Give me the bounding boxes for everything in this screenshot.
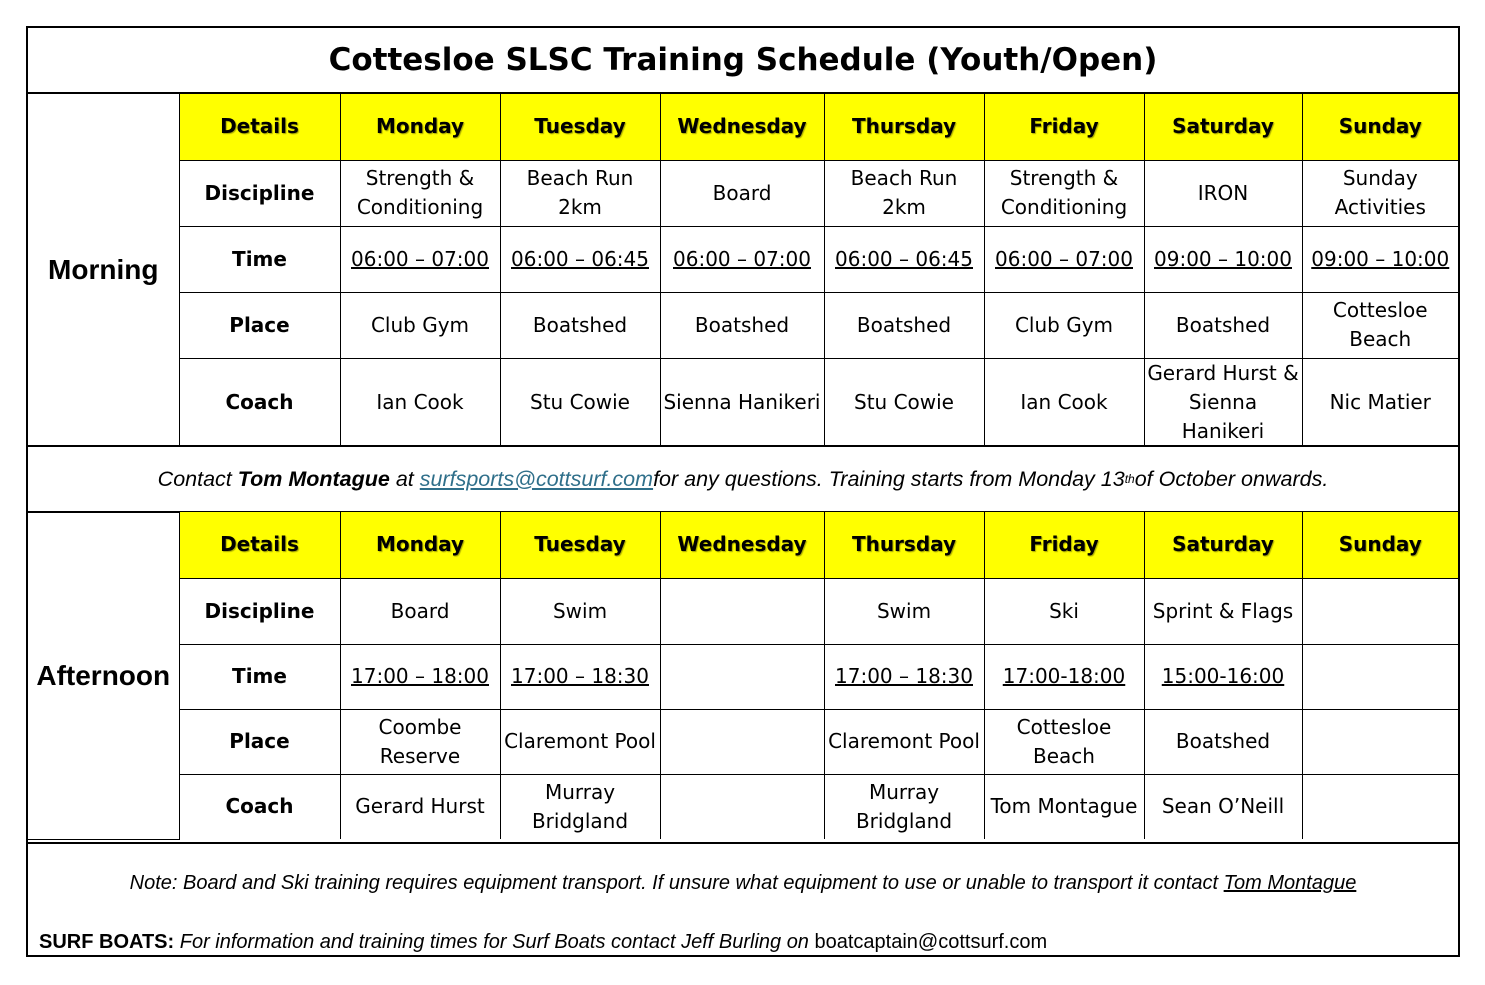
table-cell: Murray Bridgland <box>824 774 984 839</box>
table-cell: Cottesloe Beach <box>1302 292 1458 358</box>
table-row <box>28 644 1458 709</box>
table-cell: Cottesloe Beach <box>984 709 1144 774</box>
table-row <box>28 358 1458 446</box>
table-cell: Stu Cowie <box>824 358 984 446</box>
table-cell: 06:00 – 07:00 <box>660 226 824 292</box>
table-cell: Swim <box>500 578 660 644</box>
table-cell: Beach Run 2km <box>824 160 984 226</box>
table-cell: Strength & Conditioning <box>984 160 1144 226</box>
column-header: Monday <box>340 512 500 578</box>
row-label: Time <box>179 644 340 709</box>
footer-notes <box>28 842 1458 957</box>
table-cell: Tom Montague <box>984 774 1144 839</box>
table-cell: Club Gym <box>340 292 500 358</box>
table-cell: Coombe Reserve <box>340 709 500 774</box>
table-cell: Claremont Pool <box>824 709 984 774</box>
table-cell: Beach Run 2km <box>500 160 660 226</box>
row-label: Time <box>179 226 340 292</box>
table-cell: Boatshed <box>660 292 824 358</box>
column-header: Tuesday <box>500 512 660 578</box>
table-cell <box>660 578 824 644</box>
surf-boats-text: For information and training times for Surf Boats contact Jeff Burling on <box>174 931 815 953</box>
contact-email-link[interactable]: surfsports@cottsurf.com <box>419 466 654 491</box>
table-cell: 17:00 – 18:30 <box>500 644 660 709</box>
table-cell: 17:00 – 18:30 <box>824 644 984 709</box>
surf-boats-note <box>39 931 1047 954</box>
table-cell: 17:00 – 18:00 <box>340 644 500 709</box>
table-cell: Board <box>340 578 500 644</box>
table-cell: Sprint & Flags <box>1144 578 1302 644</box>
column-header: Details <box>179 512 340 578</box>
afternoon-schedule-table <box>28 512 1458 840</box>
table-cell: 17:00-18:00 <box>984 644 1144 709</box>
table-cell: Stu Cowie <box>500 358 660 446</box>
table-cell: Nic Matier <box>1302 358 1458 446</box>
note-contact-name[interactable]: Tom Montague <box>1223 872 1357 894</box>
table-cell: 09:00 – 10:00 <box>1144 226 1302 292</box>
contact-prefix: Contact <box>157 466 232 491</box>
column-header: Sunday <box>1302 94 1458 160</box>
column-header: Wednesday <box>660 512 824 578</box>
table-cell: Ian Cook <box>984 358 1144 446</box>
table-cell: Swim <box>824 578 984 644</box>
table-cell: 06:00 – 07:00 <box>984 226 1144 292</box>
column-header: Wednesday <box>660 94 824 160</box>
table-row <box>28 292 1458 358</box>
morning-section-label: Morning <box>28 94 179 446</box>
table-row <box>28 578 1458 644</box>
table-cell: Sienna Hanikeri <box>660 358 824 446</box>
surf-boats-label: SURF BOATS: <box>39 931 175 953</box>
table-cell: Ski <box>984 578 1144 644</box>
column-header: Friday <box>984 512 1144 578</box>
column-header: Monday <box>340 94 500 160</box>
table-cell: Murray Bridgland <box>500 774 660 839</box>
table-cell <box>1302 578 1458 644</box>
table-cell <box>660 709 824 774</box>
table-cell: Sean O’Neill <box>1144 774 1302 839</box>
schedule-sheet <box>26 26 1460 957</box>
contact-at: at <box>395 466 414 491</box>
table-row <box>28 774 1458 839</box>
column-header: Friday <box>984 94 1144 160</box>
table-row <box>28 226 1458 292</box>
table-cell: 15:00-16:00 <box>1144 644 1302 709</box>
table-row <box>28 709 1458 774</box>
column-header: Thursday <box>824 512 984 578</box>
table-row <box>28 160 1458 226</box>
table-cell <box>660 774 824 839</box>
column-header: Sunday <box>1302 512 1458 578</box>
table-cell <box>1302 709 1458 774</box>
row-label: Place <box>179 709 340 774</box>
table-cell: Boatshed <box>1144 709 1302 774</box>
column-header: Saturday <box>1144 512 1302 578</box>
table-cell: Ian Cook <box>340 358 500 446</box>
table-cell <box>660 644 824 709</box>
table-cell: Sunday Activities <box>1302 160 1458 226</box>
contact-middle: for any questions. Training starts from Monday 13 <box>653 466 1125 491</box>
table-cell: Gerard Hurst & Sienna Hanikeri <box>1144 358 1302 446</box>
contact-suffix: of October onwards. <box>1134 466 1329 491</box>
table-cell: 09:00 – 10:00 <box>1302 226 1458 292</box>
table-cell: Gerard Hurst <box>340 774 500 839</box>
row-label: Discipline <box>179 160 340 226</box>
table-cell: 06:00 – 06:45 <box>500 226 660 292</box>
table-cell: IRON <box>1144 160 1302 226</box>
column-header: Tuesday <box>500 94 660 160</box>
row-label: Discipline <box>179 578 340 644</box>
table-cell: 06:00 – 07:00 <box>340 226 500 292</box>
contact-name: Tom Montague <box>237 466 390 491</box>
afternoon-section-label: Afternoon <box>28 512 179 839</box>
contact-line <box>28 445 1458 513</box>
table-cell: Boatshed <box>824 292 984 358</box>
surf-boats-email[interactable]: boatcaptain@cottsurf.com <box>814 931 1048 953</box>
table-cell: Boatshed <box>500 292 660 358</box>
column-header: Saturday <box>1144 94 1302 160</box>
note-text: Note: Board and Ski training requires equipment transport. If unsure what equipment to use or unable to transport it contact <box>129 872 1224 894</box>
table-cell: 06:00 – 06:45 <box>824 226 984 292</box>
column-header: Details <box>179 94 340 160</box>
morning-header-row <box>28 94 1458 160</box>
row-label: Coach <box>179 358 340 446</box>
page-title: Cottesloe SLSC Training Schedule (Youth/Open) <box>28 28 1458 94</box>
table-cell <box>1302 644 1458 709</box>
table-cell: Board <box>660 160 824 226</box>
table-cell: Boatshed <box>1144 292 1302 358</box>
contact-ordinal: th <box>1124 472 1135 486</box>
row-label: Place <box>179 292 340 358</box>
table-cell: Claremont Pool <box>500 709 660 774</box>
column-header: Thursday <box>824 94 984 160</box>
table-cell <box>1302 774 1458 839</box>
morning-schedule-table <box>28 94 1458 446</box>
equipment-note <box>28 872 1458 895</box>
afternoon-header-row <box>28 512 1458 578</box>
table-cell: Strength & Conditioning <box>340 160 500 226</box>
row-label: Coach <box>179 774 340 839</box>
table-cell: Club Gym <box>984 292 1144 358</box>
